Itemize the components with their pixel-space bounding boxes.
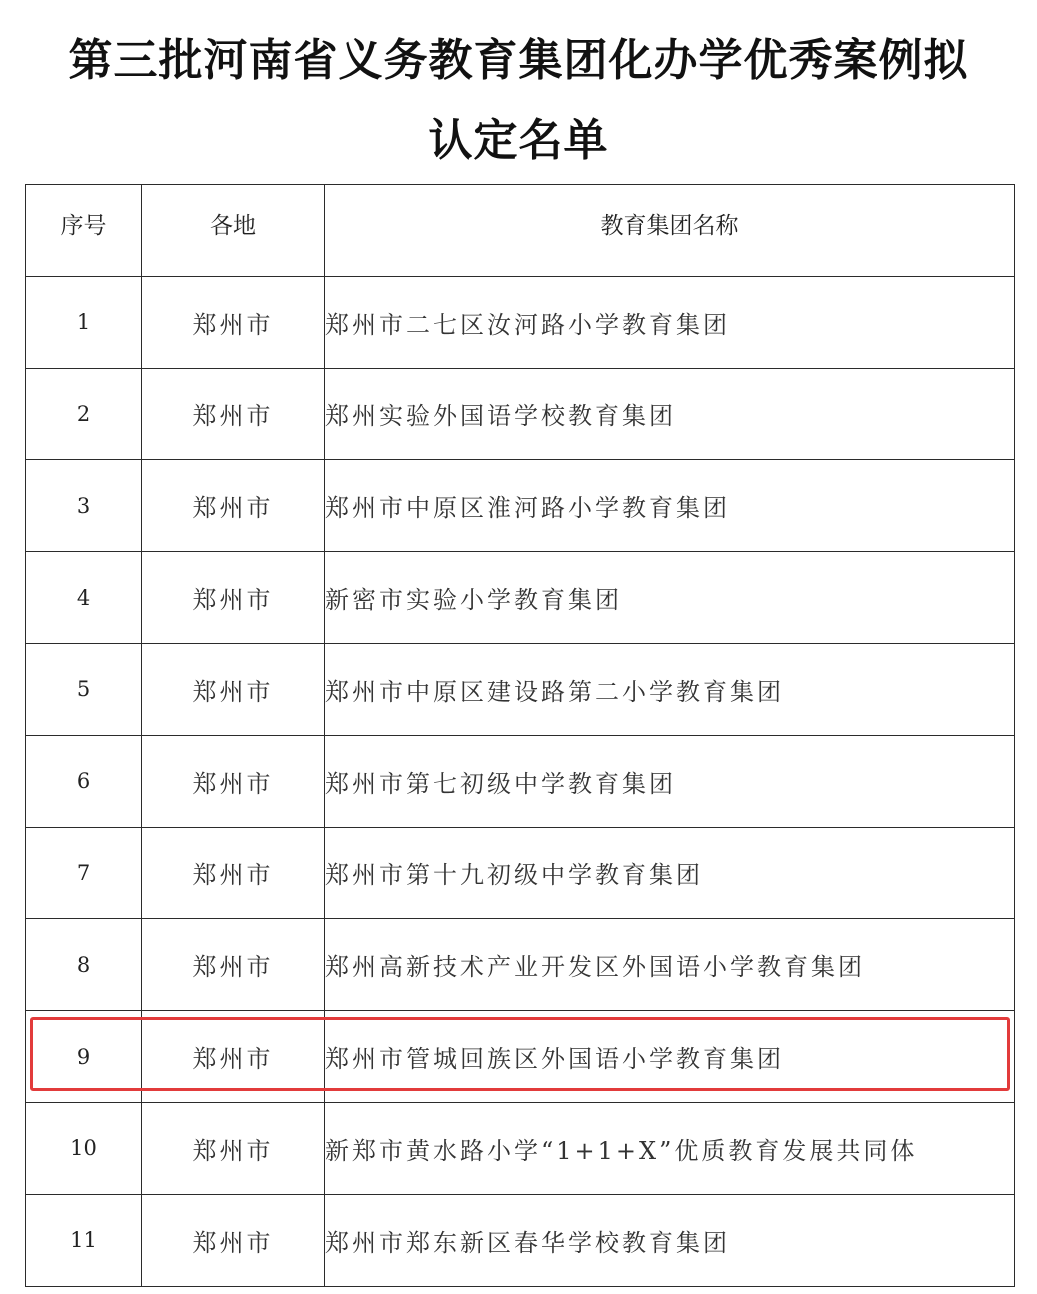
row-group-name: 郑州市二七区汝河路小学教育集团 <box>325 276 1015 368</box>
document-title-line-1: 第三批河南省义务教育集团化办学优秀案例拟 <box>68 35 969 86</box>
row-group-name: 郑州高新技术产业开发区外国语小学教育集团 <box>325 919 1015 1011</box>
table-header-row <box>26 185 1015 277</box>
row-region: 郑州市 <box>142 919 325 1011</box>
row-region: 郑州市 <box>142 1011 325 1103</box>
row-number: 1 <box>26 276 142 368</box>
row-number: 8 <box>26 919 142 1011</box>
row-region: 郑州市 <box>142 552 325 644</box>
row-number: 6 <box>26 735 142 827</box>
column-header-group-name: 教育集团名称 <box>325 185 1015 277</box>
row-number: 3 <box>26 460 142 552</box>
table-row <box>26 1194 1015 1286</box>
table-row <box>26 919 1015 1011</box>
row-group-name: 郑州市第七初级中学教育集团 <box>325 735 1015 827</box>
row-group-name: 郑州市中原区建设路第二小学教育集团 <box>325 643 1015 735</box>
table-row <box>26 827 1015 919</box>
row-region: 郑州市 <box>142 735 325 827</box>
table-row <box>26 460 1015 552</box>
table-row <box>26 1011 1015 1103</box>
row-region: 郑州市 <box>142 643 325 735</box>
row-number: 7 <box>26 827 142 919</box>
row-number: 5 <box>26 643 142 735</box>
row-region: 郑州市 <box>142 1102 325 1194</box>
row-group-name: 郑州市第十九初级中学教育集团 <box>325 827 1015 919</box>
row-group-name: 郑州市管城回族区外国语小学教育集团 <box>325 1011 1015 1103</box>
table-row <box>26 643 1015 735</box>
table-row <box>26 552 1015 644</box>
row-region: 郑州市 <box>142 827 325 919</box>
row-region: 郑州市 <box>142 460 325 552</box>
row-number: 10 <box>26 1102 142 1194</box>
row-group-name: 新密市实验小学教育集团 <box>325 552 1015 644</box>
table-row <box>26 368 1015 460</box>
table-row <box>26 735 1015 827</box>
row-region: 郑州市 <box>142 1194 325 1286</box>
document-title-line-2: 认定名单 <box>428 115 609 166</box>
row-group-name: 郑州市中原区淮河路小学教育集团 <box>325 460 1015 552</box>
row-region: 郑州市 <box>142 368 325 460</box>
row-region: 郑州市 <box>142 276 325 368</box>
table-row <box>26 1102 1015 1194</box>
row-group-name: 郑州市郑东新区春华学校教育集团 <box>325 1194 1015 1286</box>
column-header-number: 序号 <box>26 185 142 277</box>
row-number: 11 <box>26 1194 142 1286</box>
table-row <box>26 276 1015 368</box>
row-number: 2 <box>26 368 142 460</box>
school-group-table <box>25 184 1015 1287</box>
row-group-name: 郑州实验外国语学校教育集团 <box>325 368 1015 460</box>
row-group-name: 新郑市黄水路小学“1+1+X”优质教育发展共同体 <box>325 1102 1015 1194</box>
row-number: 4 <box>26 552 142 644</box>
column-header-region: 各地 <box>142 185 325 277</box>
row-number: 9 <box>26 1011 142 1103</box>
